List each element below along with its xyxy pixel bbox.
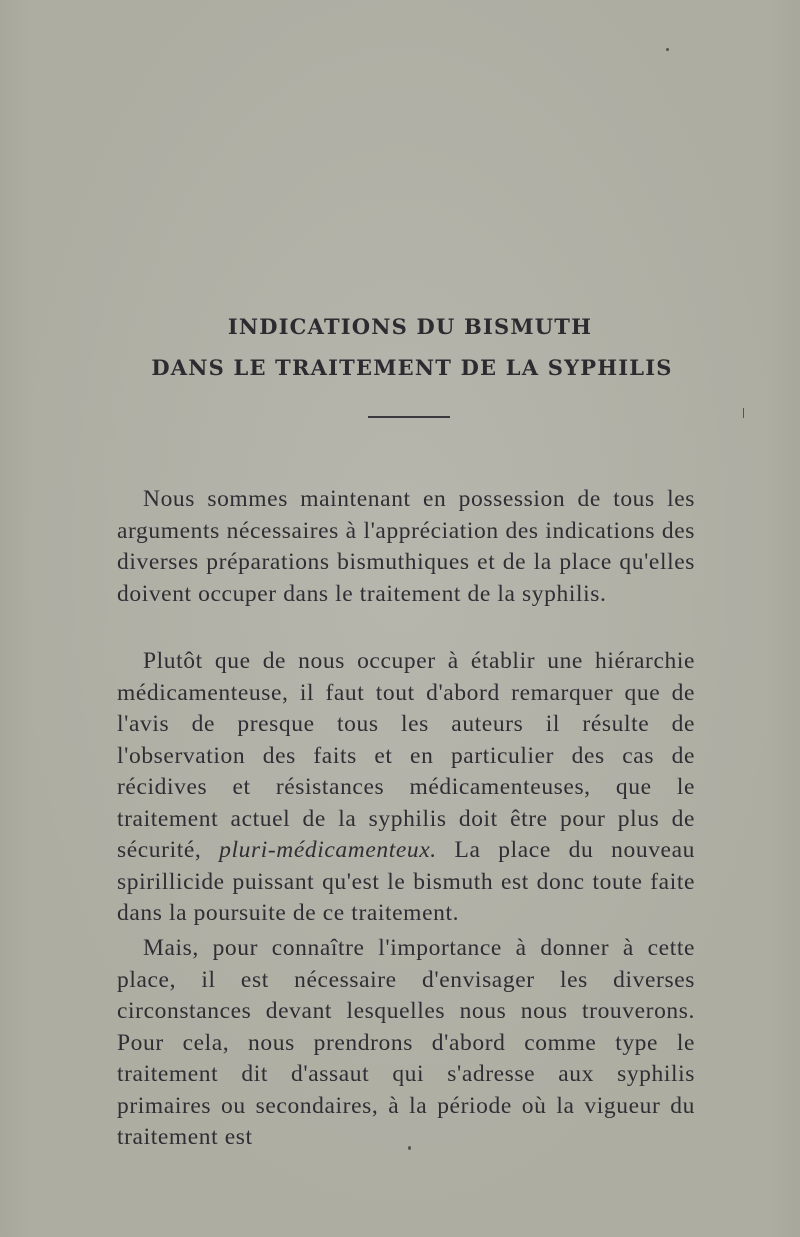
paragraph-1 bbox=[117, 484, 695, 610]
paragraph-1-text: Nous sommes maintenant en possession de tous les arguments nécessaires à l'appréciation des indications des diverses préparations bismuthiques et de la place qu'elles doivent occuper dans le traitement de la syphilis. bbox=[117, 486, 695, 607]
paragraph-3-text: Mais, pour connaître l'importance à donner à cette place, il est nécessaire d'envisager les diverses circonstances devant lesquelles nous nous trouverons. Pour cela, nous prendrons d'abord comme type le traitement dit d'assaut qui s'adresse aux syphilis primaires ou secondaires, à la période où la vigueur du traitement est bbox=[117, 935, 695, 1150]
paragraph-2-text-start: Plutôt que de nous occuper à établir une hiérarchie médicamenteuse, il faut tout d'abord remarquer que de l'avis de presque tous les auteurs il résulte de l'observation des faits et en particulier des cas de récidives et résistances médicamenteuses, que le traitement actuel de la syphilis doit être pour plus de sécurité, bbox=[117, 648, 695, 863]
chapter-title-line-2: DANS LE TRAITEMENT DE LA SYPHILIS bbox=[151, 355, 673, 380]
chapter-title-line-1: INDICATIONS DU BISMUTH bbox=[227, 314, 593, 339]
paragraph-3 bbox=[117, 933, 695, 1154]
paragraph-2-italic-term: pluri-médicamenteux. bbox=[219, 837, 437, 863]
paper-speck bbox=[408, 1146, 411, 1150]
paragraph-2 bbox=[117, 646, 695, 930]
paper-speck bbox=[666, 48, 669, 51]
title-separator-rule bbox=[368, 416, 450, 418]
paper-speck bbox=[743, 408, 744, 418]
paragraph-2-text-end: La place du nouveau spirillicide puissant qu'est le bismuth est donc toute faite dans la poursuite de ce traitement. bbox=[117, 837, 695, 926]
